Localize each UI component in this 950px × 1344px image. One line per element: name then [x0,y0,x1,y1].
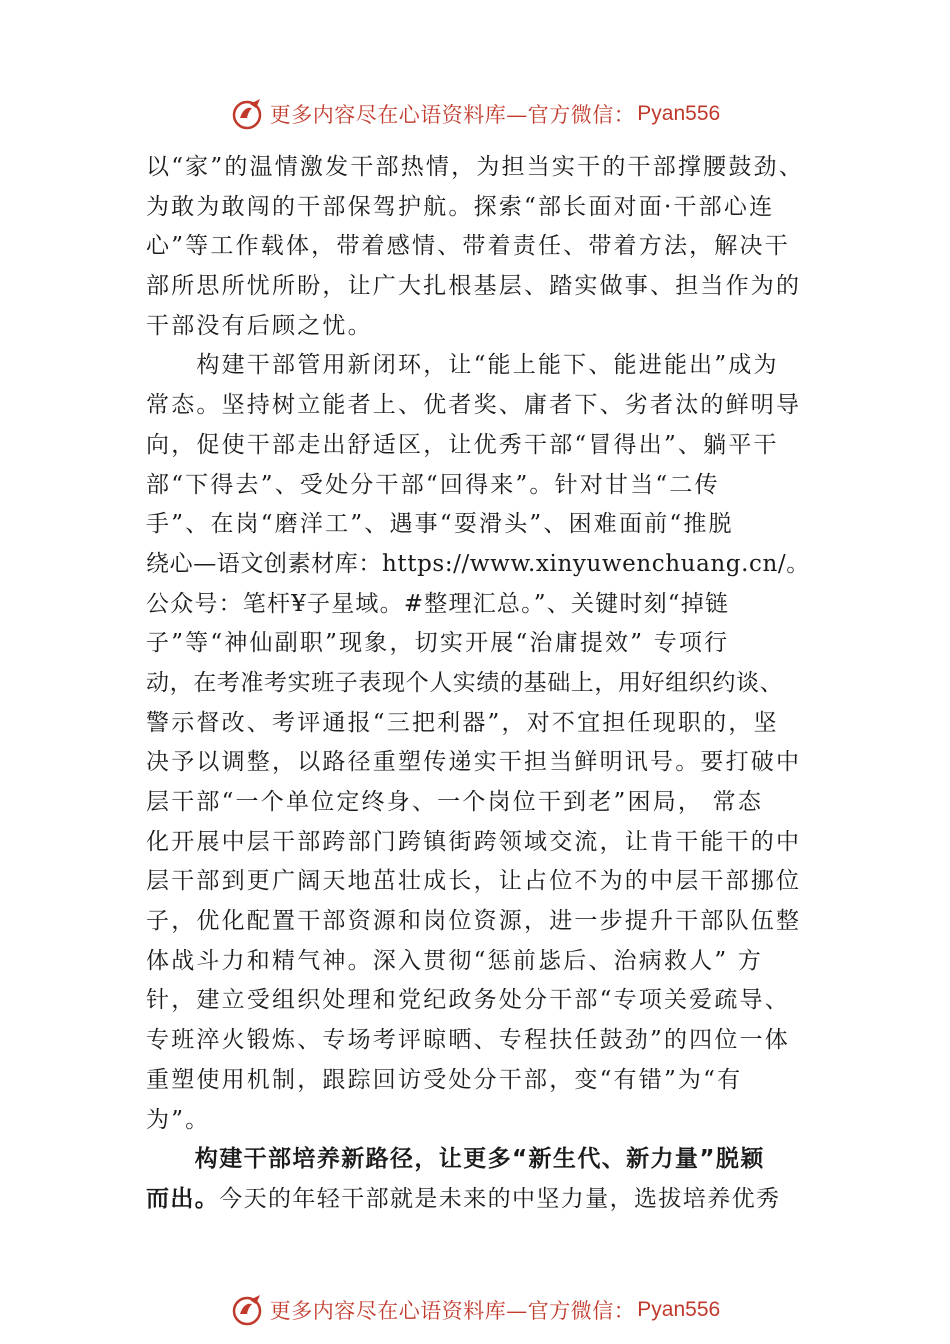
section-heading: 构建干部培养新路径，让更多“新生代、新力量”脱颖 [146,1146,765,1173]
header-banner [0,94,950,134]
logo-icon [230,1292,266,1328]
text-line: 为”。 [146,1106,211,1133]
text-line: 体战斗力和精气神。深入贯彻“惩前毖后、治病救人” 方 [146,947,764,974]
footer-banner [0,1290,950,1330]
text-line: 警示督改、考评通报“三把利器”，对不宜担任现职的，坚 [146,709,779,736]
wechat-id: Pyan556 [637,1298,721,1321]
text-line-rest: 今天的年轻干部就是未来的中坚力量，选拔培养优秀 [219,1185,781,1212]
document-body [146,148,826,1220]
text-line-mixed [146,1180,826,1220]
text-line: 子”等“神仙副职”现象，切实开展“治庸提效” 专项行 [146,630,730,657]
banner-text: 更多内容尽在心语资料库—官方微信： [269,1299,636,1323]
text-line: 专班淬火锻炼、专场考评晾晒、专程扶任鼓劲”的四位一体 [146,1027,790,1054]
wechat-id: Pyan556 [637,102,721,125]
text-line: 绕心—语文创素材库：https://www.xinyuwenchuang.cn/。 [146,550,810,577]
text-line: 动，在考准考实班子表现个人实绩的基础上，用好组织约谈、 [146,669,784,696]
banner-text: 更多内容尽在心语资料库—官方微信： [269,103,636,127]
text-line: 部所思所忧所盼，让广大扎根基层、踏实做事、担当作为的 [146,273,802,300]
text-line: 层干部到更广阔天地茁壮成长，让占位不为的中层干部挪位 [146,868,802,895]
text-line: 决予以调整，以路径重塑传递实干担当鲜明讯号。要打破中 [146,749,802,776]
text-line: 以“家”的温情激发干部热情，为担当实干的干部撑腰鼓劲、 [146,154,804,180]
text-line: 心”等工作载体，带着感情、带着责任、带着方法，解决干 [146,233,790,260]
text-line: 针，建立受组织处理和党纪政务处分干部“专项关爱疏导、 [146,987,790,1014]
text-line: 公众号：笔杆¥子星域。#整理汇总。”、关键时刻“掉链 [146,590,730,617]
text-line: 干部没有后顾之忧。 [146,312,373,339]
text-line: 重塑使用机制，跟踪回访受处分干部，变“有错”为“有 [146,1066,743,1093]
text-line: 为敢为敢闯的干部保驾护航。探索“部长面对面·干部心连 [146,193,775,220]
text-line: 常态。坚持树立能者上、优者奖、庸者下、劣者汰的鲜明导 [146,392,802,419]
text-line: 部“下得去”、受处分干部“回得来”。针对甘当“二传 [146,471,720,498]
text-line: 子，优化配置干部资源和岗位资源，进一步提升干部队伍整 [146,908,802,935]
text-line: 层干部“一个单位定终身、一个岗位干到老”困局， 常态 [146,789,764,815]
text-line: 向，促使干部走出舒适区，让优秀干部“冒得出”、躺平干 [146,431,779,458]
logo-icon [230,96,266,132]
section-heading-end: 而出。 [146,1185,220,1212]
text-line: 构建干部管用新闭环，让“能上能下、能进能出”成为 [146,352,779,379]
text-line: 手”、在岗“磨洋工”、遇事“耍滑头”、困难面前“推脱 [146,511,734,538]
text-line: 化开展中层干部跨部门跨镇街跨领域交流，让肯干能干的中 [146,828,802,855]
